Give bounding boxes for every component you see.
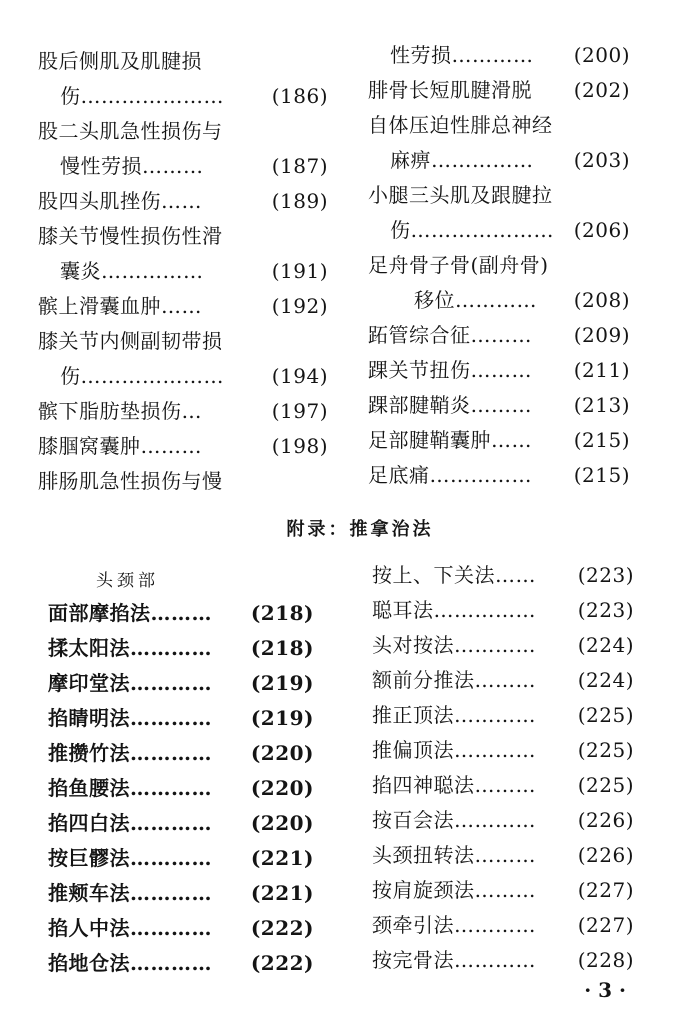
- toc-entry-title: 囊炎……………: [60, 259, 204, 283]
- toc-entry-page: (226): [577, 808, 634, 832]
- toc-entry-title: 摩印堂法…………: [48, 671, 212, 695]
- toc-entry: [38, 44, 328, 79]
- toc-entry: [372, 698, 634, 733]
- toc-entry: [38, 79, 328, 114]
- toc-entry-title: 伤…………………: [60, 84, 224, 108]
- toc-entry: [368, 458, 630, 493]
- appendix-right-column: [372, 558, 634, 978]
- toc-entry: [38, 254, 328, 289]
- toc-entry: [38, 149, 328, 184]
- toc-entry-page: (220): [250, 741, 314, 765]
- toc-entry-title: 慢性劳损………: [60, 154, 204, 178]
- toc-entry-title: 腓骨长短肌腱滑脱: [368, 78, 532, 102]
- toc-entry-page: (219): [250, 671, 314, 695]
- toc-top-left-column: [38, 44, 328, 499]
- toc-entry-title: 掐鱼腰法…………: [48, 776, 212, 800]
- toc-entry-page: (218): [250, 636, 314, 660]
- toc-entry-page: (224): [577, 633, 634, 657]
- toc-entry-page: (220): [250, 811, 314, 835]
- toc-entry-page: (223): [577, 563, 634, 587]
- toc-entry: [368, 423, 630, 458]
- toc-entry-title: 膝腘窝囊肿………: [38, 434, 202, 458]
- toc-entry-page: (198): [271, 434, 328, 458]
- toc-entry: [48, 876, 314, 911]
- toc-entry-title: 小腿三头肌及跟腱拉: [368, 183, 553, 207]
- toc-entry-title: 伤…………………: [390, 218, 554, 242]
- toc-entry-title: 腓肠肌急性损伤与慢: [38, 469, 223, 493]
- toc-entry-page: (208): [573, 288, 630, 312]
- toc-entry-page: (202): [573, 78, 630, 102]
- toc-entry-title: 掐地仓法…………: [48, 951, 212, 975]
- toc-entry-title: 额前分推法………: [372, 668, 536, 692]
- toc-entry-title: 伤…………………: [60, 364, 224, 388]
- appendix-heading: 附录：推拿治法: [286, 519, 434, 540]
- toc-entry: [372, 908, 634, 943]
- toc-entry-page: (224): [577, 668, 634, 692]
- toc-entry-title: 踝部腱鞘炎………: [368, 393, 532, 417]
- toc-entry-page: (187): [271, 154, 328, 178]
- toc-entry: [48, 736, 314, 771]
- toc-entry-title: 足舟骨子骨(副舟骨): [368, 253, 549, 277]
- toc-entry-title: 按巨髎法…………: [48, 846, 212, 870]
- toc-top-right-column: [368, 38, 630, 493]
- toc-entry: [368, 353, 630, 388]
- toc-entry-title: 推攒竹法…………: [48, 741, 212, 765]
- toc-entry-page: (218): [250, 601, 314, 625]
- toc-entry: [38, 429, 328, 464]
- toc-entry-page: (221): [250, 846, 314, 870]
- toc-entry-page: (225): [577, 703, 634, 727]
- toc-entry: [48, 911, 314, 946]
- toc-entry: [48, 806, 314, 841]
- toc-entry-page: (222): [250, 951, 314, 975]
- toc-entry: [372, 733, 634, 768]
- toc-entry: [38, 324, 328, 359]
- toc-entry-page: (223): [577, 598, 634, 622]
- toc-entry: [48, 666, 314, 701]
- toc-entry: [372, 558, 634, 593]
- toc-entry-page: (189): [271, 189, 328, 213]
- toc-entry-page: (200): [573, 43, 630, 67]
- toc-entry: [38, 359, 328, 394]
- toc-entry-page: (206): [573, 218, 630, 242]
- toc-entry-page: (220): [250, 776, 314, 800]
- toc-entry-title: 按百会法…………: [372, 808, 536, 832]
- toc-entry-title: 足部腱鞘囊肿……: [368, 428, 532, 452]
- toc-entry-title: 头对按法…………: [372, 633, 536, 657]
- toc-entry: [368, 213, 630, 248]
- toc-entry-title: 跖管综合征………: [368, 323, 532, 347]
- toc-entry: [38, 394, 328, 429]
- toc-entry-title: 聪耳法……………: [372, 598, 536, 622]
- toc-entry-page: (203): [573, 148, 630, 172]
- toc-entry: [372, 593, 634, 628]
- toc-entry-title: 掐人中法…………: [48, 916, 212, 940]
- toc-entry-page: (225): [577, 773, 634, 797]
- appendix-left-column: [48, 596, 314, 981]
- toc-entry-title: 膝关节内侧副韧带损: [38, 329, 223, 353]
- toc-entry-title: 按完骨法…………: [372, 948, 536, 972]
- toc-entry-title: 推正顶法…………: [372, 703, 536, 727]
- toc-entry-title: 移位…………: [414, 288, 537, 312]
- toc-entry: [368, 38, 630, 73]
- toc-entry-page: (197): [271, 399, 328, 423]
- toc-entry-title: 足底痛……………: [368, 463, 532, 487]
- toc-entry: [38, 114, 328, 149]
- toc-entry-page: (219): [250, 706, 314, 730]
- toc-entry-page: (227): [577, 878, 634, 902]
- toc-entry-title: 股后侧肌及肌腱损: [38, 49, 202, 73]
- toc-entry-page: (209): [573, 323, 630, 347]
- toc-entry-title: 掐四白法…………: [48, 811, 212, 835]
- toc-entry-title: 自体压迫性腓总神经: [368, 113, 553, 137]
- page-number: · 3 ·: [584, 978, 626, 1002]
- toc-entry-page: (211): [573, 358, 630, 382]
- toc-entry-page: (213): [573, 393, 630, 417]
- toc-entry-page: (215): [573, 463, 630, 487]
- toc-entry: [372, 803, 634, 838]
- toc-entry-page: (222): [250, 916, 314, 940]
- toc-entry: [48, 596, 314, 631]
- toc-entry: [368, 248, 630, 283]
- toc-entry-page: (227): [577, 913, 634, 937]
- toc-entry-title: 按上、下关法……: [372, 563, 536, 587]
- toc-entry: [38, 289, 328, 324]
- toc-entry-title: 掐四神聪法………: [372, 773, 536, 797]
- toc-entry: [48, 771, 314, 806]
- toc-entry: [372, 663, 634, 698]
- toc-entry: [372, 768, 634, 803]
- toc-entry-page: (226): [577, 843, 634, 867]
- toc-entry-page: (194): [271, 364, 328, 388]
- toc-entry: [368, 143, 630, 178]
- toc-entry-page: (192): [271, 294, 328, 318]
- toc-entry-page: (215): [573, 428, 630, 452]
- toc-entry: [368, 318, 630, 353]
- toc-entry-page: (191): [271, 259, 328, 283]
- toc-entry: [368, 388, 630, 423]
- toc-entry-title: 头颈扭转法………: [372, 843, 536, 867]
- toc-entry: [48, 631, 314, 666]
- toc-entry-title: 踝关节扭伤………: [368, 358, 532, 382]
- toc-entry-title: 推偏顶法…………: [372, 738, 536, 762]
- toc-entry-page: (225): [577, 738, 634, 762]
- toc-entry: [368, 283, 630, 318]
- toc-entry-title: 髌下脂肪垫损伤…: [38, 399, 202, 423]
- toc-entry: [38, 184, 328, 219]
- toc-entry: [368, 108, 630, 143]
- toc-entry-title: 性劳损…………: [390, 43, 534, 67]
- toc-entry: [38, 219, 328, 254]
- toc-entry-title: 面部摩掐法………: [48, 601, 212, 625]
- toc-entry-title: 股二头肌急性损伤与: [38, 119, 223, 143]
- toc-entry: [48, 701, 314, 736]
- toc-entry-page: (221): [250, 881, 314, 905]
- toc-entry-page: (228): [577, 948, 634, 972]
- toc-entry: [372, 838, 634, 873]
- toc-entry: [372, 628, 634, 663]
- toc-entry-title: 揉太阳法…………: [48, 636, 212, 660]
- toc-entry-title: 麻痹……………: [390, 148, 534, 172]
- toc-entry: [372, 943, 634, 978]
- section-label-head-neck: 头颈部: [96, 571, 159, 591]
- toc-entry: [368, 73, 630, 108]
- toc-entry: [48, 946, 314, 981]
- toc-entry-title: 膝关节慢性损伤性滑: [38, 224, 223, 248]
- toc-entry-page: (186): [271, 84, 328, 108]
- toc-entry-title: 股四头肌挫伤……: [38, 189, 202, 213]
- toc-entry: [38, 464, 328, 499]
- toc-entry-title: 髌上滑囊血肿……: [38, 294, 202, 318]
- toc-entry: [48, 841, 314, 876]
- toc-entry-title: 推颊车法…………: [48, 881, 212, 905]
- toc-entry-title: 按肩旋颈法………: [372, 878, 536, 902]
- toc-entry: [368, 178, 630, 213]
- toc-entry-title: 掐睛明法…………: [48, 706, 212, 730]
- toc-entry-title: 颈牵引法…………: [372, 913, 536, 937]
- toc-entry: [372, 873, 634, 908]
